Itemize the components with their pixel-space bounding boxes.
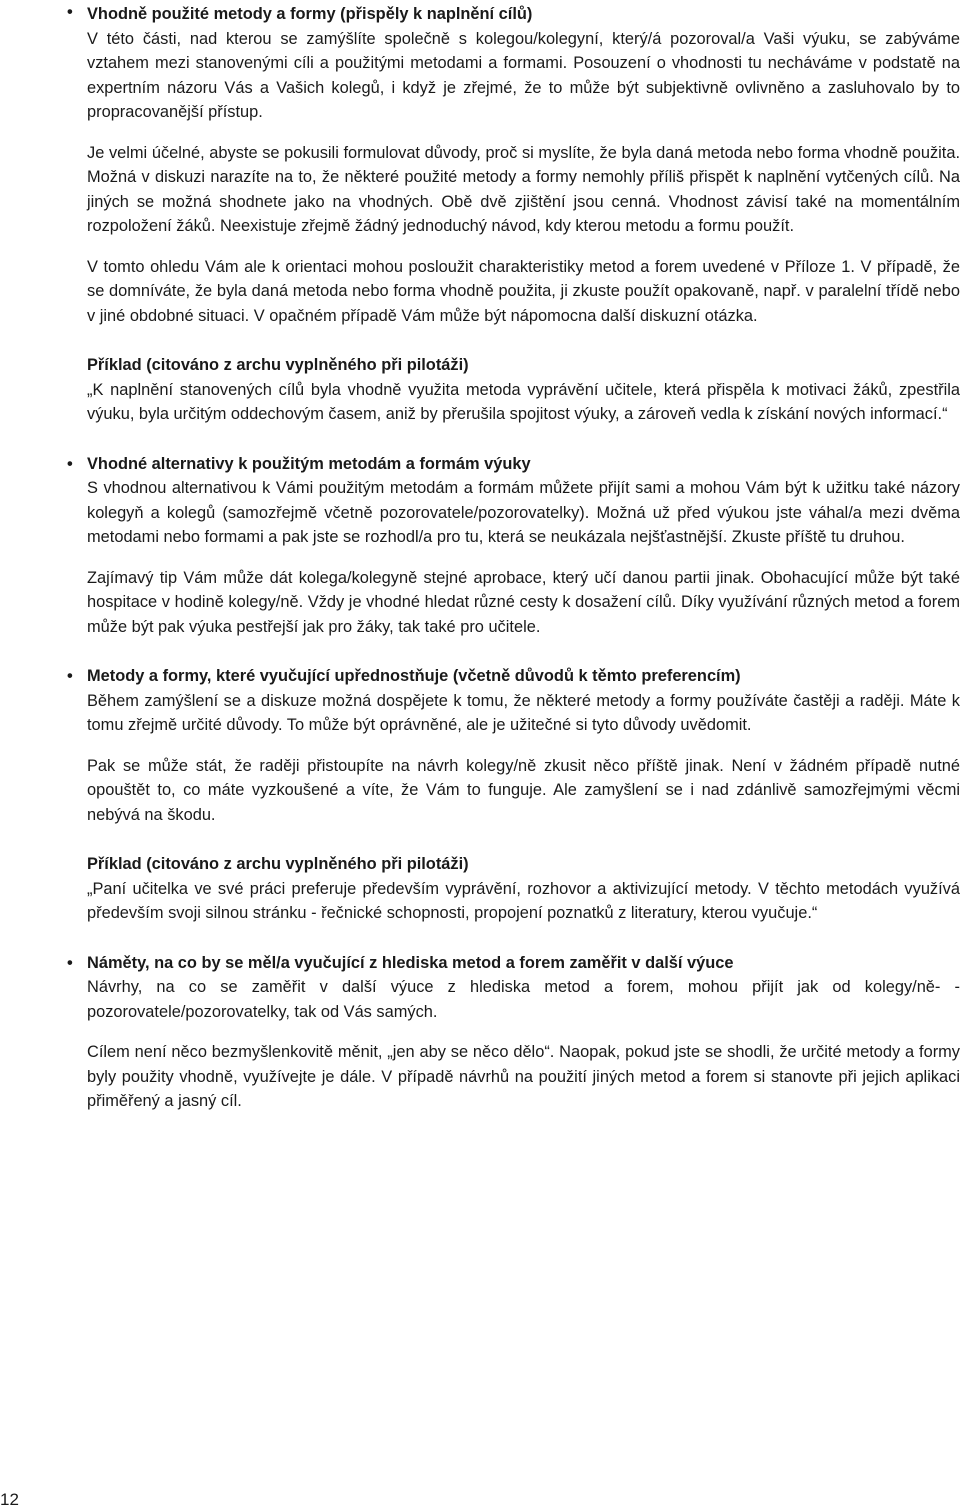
section-vhodne-metody	[64, 0, 960, 427]
example-quote: „K naplnění stanovených cílů byla vhodně využita metoda vyprávění učitele, která přispěla k motivaci žáků, zpestřila výuku, byla určitým oddechovým časem, aniž by přerušila spojitost výuky, a zároveň vedla k získání nových informací.“	[87, 380, 960, 423]
document-page	[64, 0, 960, 1114]
section-heading: Vhodné alternativy k použitým metodám a formám výuky	[87, 454, 531, 473]
section-alternativy	[64, 452, 960, 640]
example-quote: „Paní učitelka ve své práci preferuje především vyprávění, rozhovor a aktivizující metody. V těchto metodách využívá především svoji silnou stránku - řečnické schopnosti, propojení poznatků z literatury, kterou vyučuje.“	[87, 879, 960, 922]
section-heading: Náměty, na co by se měl/a vyučující z hlediska metod a forem zaměřit v další výuce	[87, 953, 734, 972]
section-namety	[64, 951, 960, 1114]
bullet-icon: •	[67, 667, 73, 685]
paragraph: Je velmi účelné, abyste se pokusili formulovat důvody, proč si myslíte, že byla daná metoda nebo forma vhodně použita. Možná v diskuzi narazíte na to, že některé použité metody a formy nemohly příliš přispět k naplnění vytčených cílů. Na jiných se možná shodnete jako na vhodných. Obě dvě zjištění jsou cenná. Vhodnost závisí také na momentálním rozpoložení žáků. Neexistuje zřejmě žádný jednoduchý návod, kdy kterou metodu a formu použít.	[87, 143, 960, 235]
section-heading: Vhodně použité metody a formy (přispěly k naplnění cílů)	[87, 5, 533, 23]
bullet-icon: •	[67, 454, 73, 473]
example-title: Příklad (citováno z archu vyplněného při pilotáži)	[87, 356, 469, 374]
paragraph: Cílem není něco bezmyšlenkovitě měnit, „jen aby se něco dělo“. Naopak, pokud jste se shodli, že určité metody a formy byly použity vhodně, využívejte je dále. V případě návrhů na použití jiných metod a forem si stanovte při jejich aplikaci přiměřený a jasný cíl.	[87, 1043, 960, 1110]
section-preferovane-metody	[64, 664, 960, 926]
paragraph: S vhodnou alternativou k Vámi použitým metodám a formám můžete přijít sami a mohou Vám být k užitku také názory kolegyň a kolegů (samozřejmě včetně pozorovatele/pozorovatelky). Možná už před výukou jste váhal/a mezi dvěma metodami nebo formami a pak jste se rozhodl/a pro tu, která se neukázala nejšťastnější. Zkuste příště tu druhou.	[87, 479, 960, 546]
section-heading: Metody a formy, které vyučující upřednostňuje (včetně důvodů k těmto preferencím)	[87, 667, 741, 685]
paragraph: V této části, nad kterou se zamýšlíte společně s kolegou/kolegyní, který/á pozoroval/a Vaši výuku, se zabýváme vztahem mezi stanovenými cíli a použitými metodami a formami. Posouzení o vhodnosti tu necháváme v podstatě na expertním názoru Vás a Vašich kolegů, i když je zřejmé, že to může být subjektivně ovlivněno a zasluhovalo by to propracovanější přístup.	[87, 29, 960, 121]
paragraph: Pak se může stát, že raději přistoupíte na návrh kolegy/ně zkusit něco příště jinak. Není v žádném případě nutné opouštět to, co máte vyzkoušené a víte, že Vám to funguje. Ale zamyšlení se i nad zdánlivě samozřejmými věcmi nebývá na škodu.	[87, 756, 960, 824]
paragraph: Zajímavý tip Vám může dát kolega/kolegyně stejné aprobace, který učí danou partii jinak. Obohacující může být také hospitace v hodině kolegy/ně. Vždy je vhodné hledat různé cesty k dosažení cílů. Díky využívání různých metod a forem může být pak výuka pestřejší jak pro žáky, tak také pro učitele.	[87, 568, 960, 636]
paragraph: Návrhy, na co se zaměřit v další výuce z hlediska metod a forem, mohou přijít jak od kolegy/ně- -pozorovatele/pozorovatelky, tak od Vás samých.	[87, 978, 960, 1021]
page-number: 12	[0, 1490, 19, 1509]
paragraph: V tomto ohledu Vám ale k orientaci mohou posloužit charakteristiky metod a forem uvedené v Příloze 1. V případě, že se domníváte, že byla daná metoda nebo forma vhodně použita, ji zkuste použít opakovaně, např. v paralelní třídě nebo v jiné obdobné situaci. V opačném případě Vám může být nápomocna další diskuzní otázka.	[87, 257, 960, 325]
bullet-icon: •	[67, 953, 73, 972]
paragraph: Během zamýšlení se a diskuze možná dospějete k tomu, že některé metody a formy používáte častěji a raději. Máte k tomu zřejmě určité důvody. To může být oprávněné, ale je užitečné si tyto důvody uvědomit.	[87, 691, 960, 734]
example-title: Příklad (citováno z archu vyplněného při pilotáži)	[87, 855, 469, 873]
bullet-icon: •	[67, 3, 73, 21]
